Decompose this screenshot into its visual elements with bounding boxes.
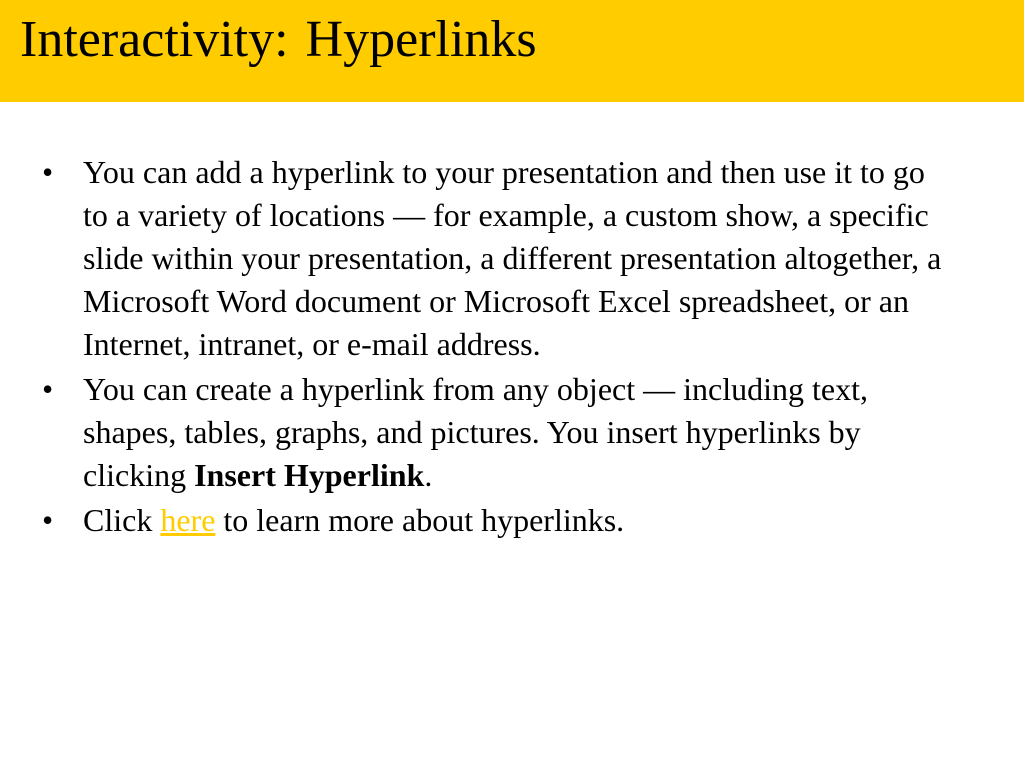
bullet-list	[0, 151, 1024, 544]
bullet-marker: •	[42, 371, 54, 407]
here-link[interactable]: here	[160, 502, 216, 538]
bullet-text-end: to learn more about hyperlinks.	[215, 502, 625, 538]
title-bar	[0, 0, 1024, 102]
bullet-text-end: .	[424, 457, 433, 493]
bullet-marker: •	[42, 154, 54, 190]
bullet-item-hyperlink-objects	[0, 368, 943, 497]
insert-hyperlink-command: Insert Hyperlink	[194, 457, 425, 493]
bullet-item-hyperlink-locations	[0, 151, 943, 366]
bullet-item-learn-more	[0, 499, 943, 542]
bullet-text: You can add a hyperlink to your presentation and then use it to go to a variety of locations — for example, a custom show, a specific slide within your presentation, a different presentation altogether, a Microsoft Word document or Microsoft Excel spreadsheet, or an Internet, intranet, or e-mail address.	[83, 154, 942, 362]
bullet-text: Click	[83, 502, 161, 538]
slide-title: Interactivity: Hyperlinks	[20, 11, 537, 68]
bullet-text: You can create a hyperlink from any object — including text, shapes, tables, graphs, and pictures. You insert hyperlinks by clicking	[83, 371, 868, 493]
bullet-marker: •	[42, 502, 54, 538]
